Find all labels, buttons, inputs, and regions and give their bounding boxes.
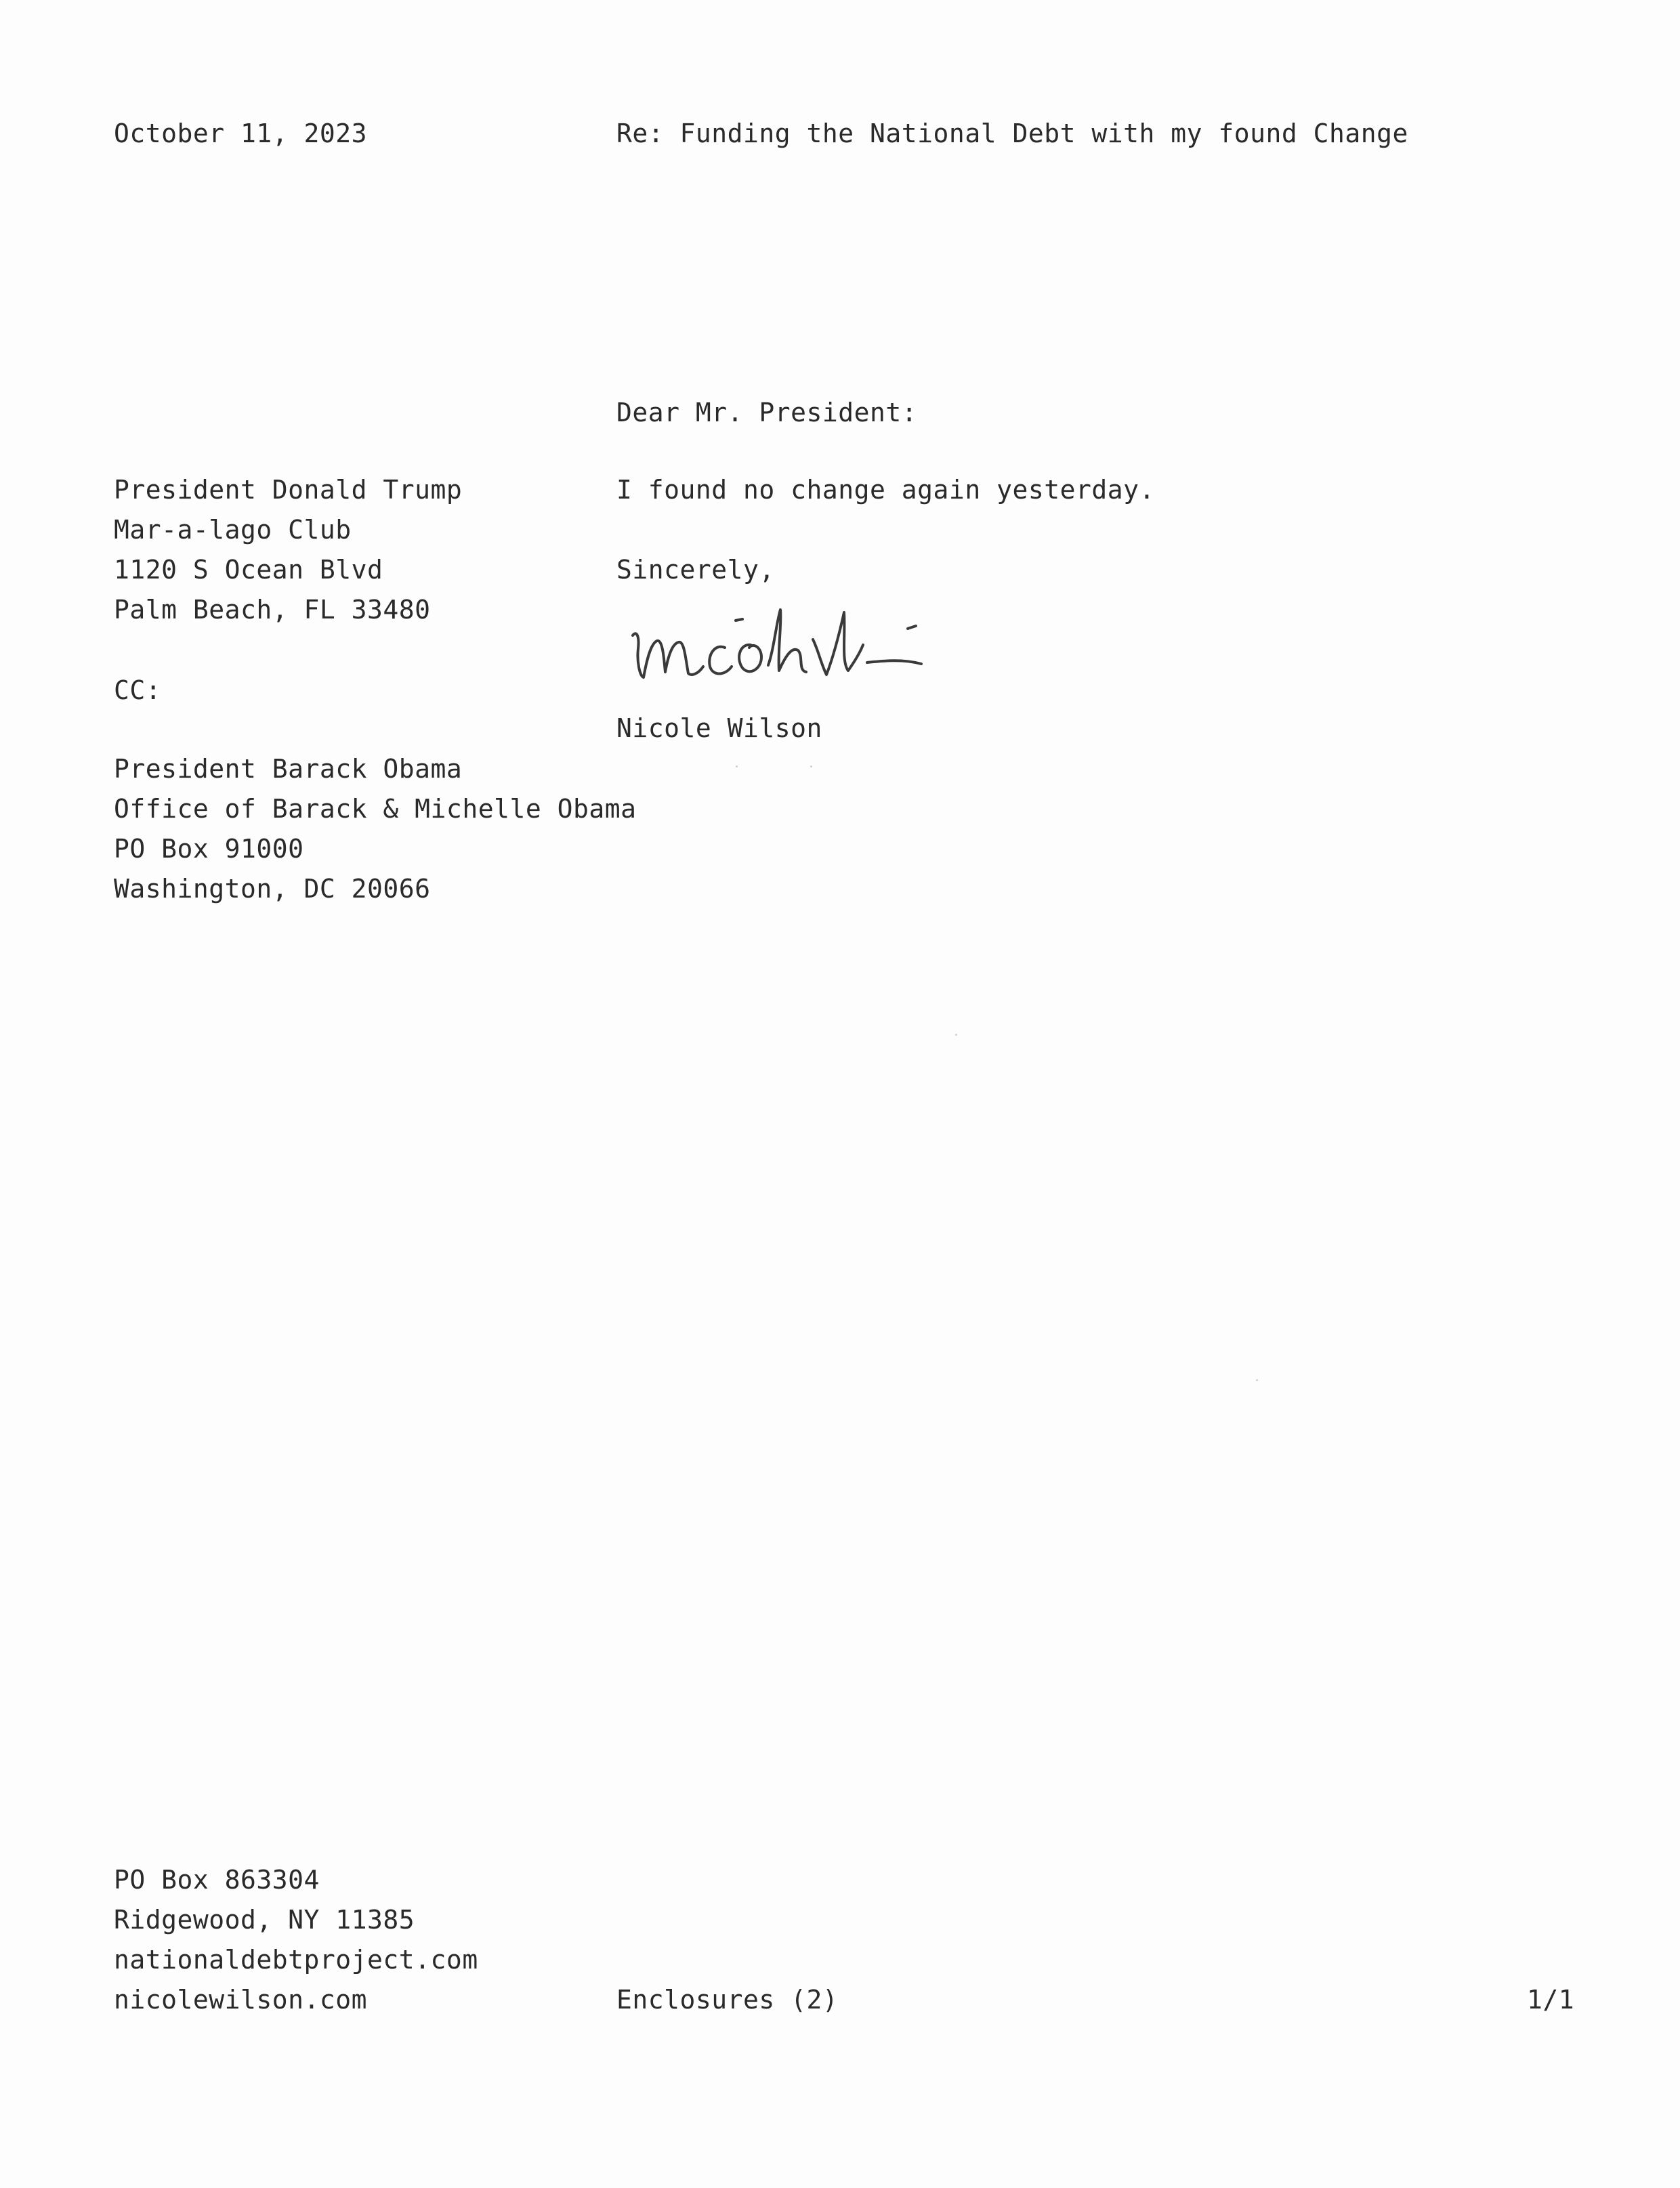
recipient-address xyxy=(114,470,462,630)
sender-line: Ridgewood, NY 11385 xyxy=(114,1905,415,1935)
page-number: 1/1 xyxy=(1527,1985,1575,2015)
closing: Sincerely, xyxy=(616,555,775,585)
scan-speck xyxy=(955,1034,957,1036)
sender-line: PO Box 863304 xyxy=(114,1865,320,1895)
recipient-line: Mar-a-lago Club xyxy=(114,515,352,545)
cc-address xyxy=(114,749,636,909)
cc-line: Washington, DC 20066 xyxy=(114,874,431,904)
recipient-line: 1120 S Ocean Blvd xyxy=(114,555,383,585)
scan-speck xyxy=(1256,1379,1258,1381)
letter-body: I found no change again yesterday. xyxy=(616,475,1155,505)
cc-line: President Barack Obama xyxy=(114,754,463,784)
sender-address xyxy=(114,1860,478,2020)
letter-date: October 11, 2023 xyxy=(114,119,368,148)
signer-name: Nicole Wilson xyxy=(616,713,822,743)
sender-link[interactable]: nationaldebtproject.com xyxy=(114,1945,478,1975)
salutation: Dear Mr. President: xyxy=(616,398,918,427)
cc-label: CC: xyxy=(114,675,162,705)
handwritten-signature xyxy=(623,596,948,698)
sender-link[interactable]: nicolewilson.com xyxy=(114,1985,368,2015)
cc-line: Office of Barack & Michelle Obama xyxy=(114,794,637,824)
scan-speck xyxy=(810,765,812,767)
recipient-line: President Donald Trump xyxy=(114,475,463,505)
cc-line: PO Box 91000 xyxy=(114,834,304,864)
letter-subject: Re: Funding the National Debt with my found Change xyxy=(616,119,1408,148)
recipient-line: Palm Beach, FL 33480 xyxy=(114,595,431,625)
scan-speck xyxy=(736,765,738,767)
enclosures-note: Enclosures (2) xyxy=(616,1985,839,2015)
